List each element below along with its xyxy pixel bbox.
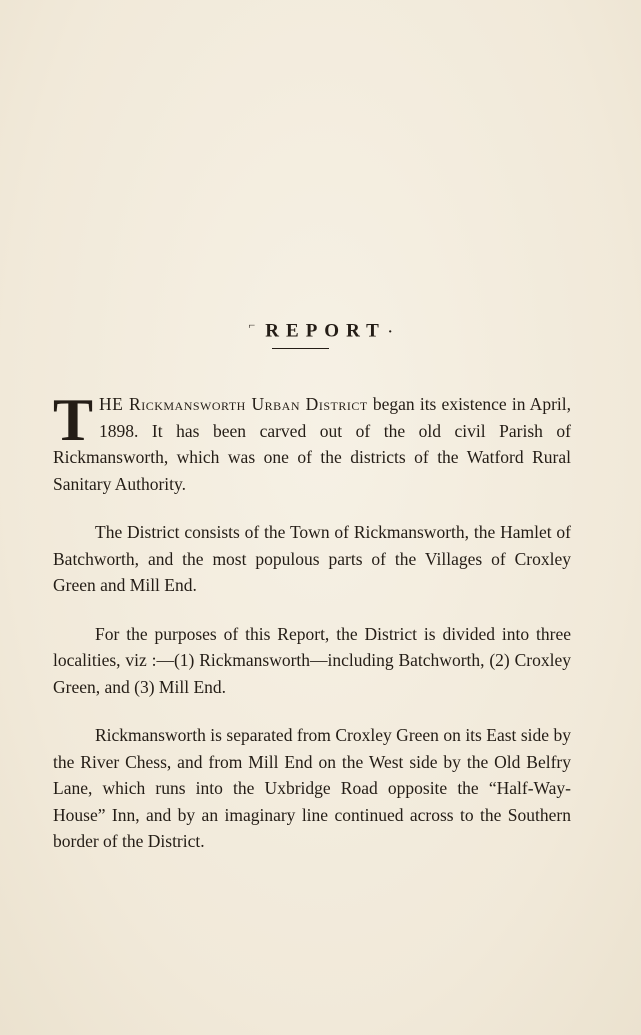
title-ornament: ⌐ bbox=[248, 318, 256, 332]
paragraph-3 bbox=[53, 621, 571, 701]
page-title bbox=[0, 318, 641, 342]
paragraph-4-text: Rickmansworth is separated from Croxley Green on its East side by the River Chess, and from Mill End on the West side by the Old Belfry Lane, which runs into the Uxbridge Road opposite the “Half-Way-House” Inn, and by an imaginary line continued across to the Southern border of the District. bbox=[53, 725, 571, 851]
title-underline bbox=[272, 348, 329, 349]
title-dot: · bbox=[387, 325, 393, 341]
paragraph-2 bbox=[53, 519, 571, 599]
paragraph-4 bbox=[53, 722, 571, 855]
drop-cap: T bbox=[53, 387, 94, 453]
title-text: REPORT bbox=[265, 320, 386, 342]
paragraph-1-smallcaps: HE Rickmansworth Urban District bbox=[99, 394, 368, 414]
paragraph-1 bbox=[53, 387, 571, 497]
paragraph-3-text: For the purposes of this Report, the District is divided into three localities, viz :—(1) Rickmansworth—including Batchworth, (2) Croxley Green, and (3) Mill End. bbox=[53, 623, 571, 697]
report-body bbox=[53, 387, 571, 877]
paragraph-2-text: The District consists of the Town of Rickmansworth, the Hamlet of Batchworth, and the most populous parts of the Villages of Croxley Green and Mill End. bbox=[53, 522, 571, 595]
paragraph-1-text: began its existence in April, 1898. It has been carved out of the old civil Parish of Rickmansworth, which was one of the districts of the Watford Rural Sanitary Authority. bbox=[53, 394, 571, 494]
